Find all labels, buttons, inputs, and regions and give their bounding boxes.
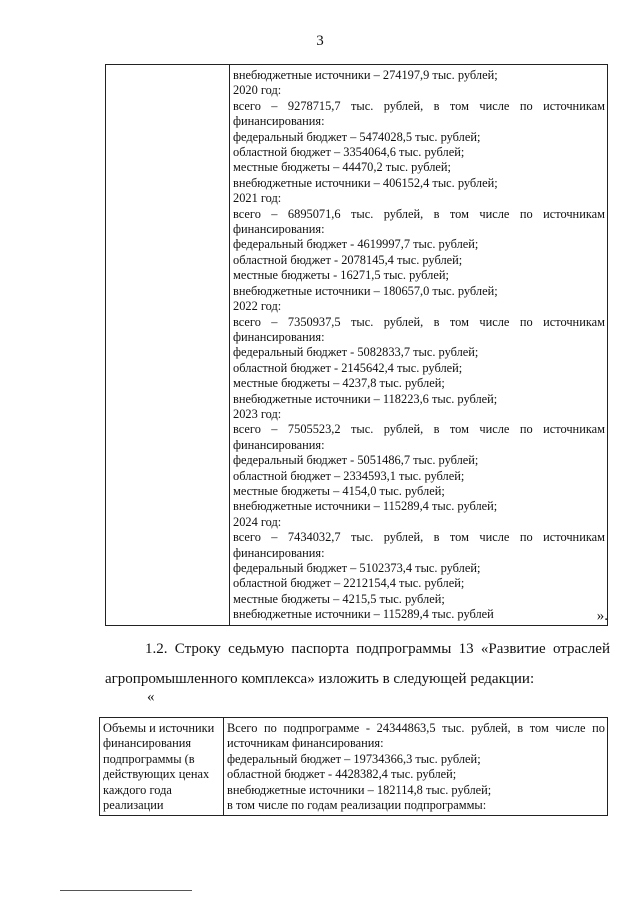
- row-header-line: подпрограммы (в: [103, 751, 195, 766]
- funding-summary-table: [99, 717, 608, 816]
- funding-line: внебюджетные источники – 182114,8 тыс. рублей;: [227, 782, 492, 797]
- funding-line: федеральный бюджет – 5474028,5 тыс. рублей;: [233, 129, 481, 144]
- table-cell-empty: [106, 65, 230, 626]
- table-row: [100, 718, 608, 816]
- funding-line: местные бюджеты – 4154,0 тыс. рублей;: [233, 483, 445, 498]
- funding-line: всего – 7505523,2 тыс. рублей, в том числе по источникам: [233, 422, 605, 437]
- funding-line: федеральный бюджет - 4619997,7 тыс. рублей;: [233, 237, 479, 252]
- funding-line: всего – 7350937,5 тыс. рублей, в том числе по источникам: [233, 314, 605, 329]
- funding-line: источникам финансирования:: [227, 736, 384, 751]
- row-header-line: действующих ценах: [103, 767, 210, 782]
- funding-line: 2023 год:: [233, 406, 282, 421]
- funding-line: финансирования:: [233, 222, 325, 237]
- amendment-paragraph: [105, 636, 610, 692]
- funding-summary-cell: [224, 718, 608, 816]
- funding-line: федеральный бюджет - 5082833,7 тыс. рублей;: [233, 345, 479, 360]
- table-row: [106, 65, 608, 626]
- funding-line: финансирования:: [233, 545, 325, 560]
- funding-line: местные бюджеты - 16271,5 тыс. рублей;: [233, 268, 449, 283]
- funding-line: в том числе по годам реализации подпрограммы:: [227, 798, 487, 813]
- funding-line: внебюджетные источники – 406152,4 тыс. рублей;: [233, 175, 498, 190]
- funding-line: федеральный бюджет – 5102373,4 тыс. рублей;: [233, 561, 481, 575]
- funding-line: всего – 7434032,7 тыс. рублей, в том числе по источникам: [233, 530, 605, 545]
- funding-details-cell: [230, 65, 608, 626]
- closing-quote: ».: [596, 608, 608, 624]
- funding-line: областной бюджет – 3354064,6 тыс. рублей;: [233, 145, 465, 160]
- paragraph-line: 1.2. Строку седьмую паспорта подпрограммы 13 «Развитие отраслей: [145, 641, 610, 657]
- funding-line: внебюджетные источники – 118223,6 тыс. рублей;: [233, 391, 498, 406]
- funding-line: местные бюджеты – 4237,8 тыс. рублей;: [233, 376, 445, 391]
- row-header-line: финансирования: [103, 736, 192, 751]
- funding-line: внебюджетные источники – 115289,4 тыс. рублей;: [233, 499, 498, 514]
- funding-line: областной бюджет - 2145642,4 тыс. рублей;: [233, 360, 463, 375]
- funding-line: местные бюджеты – 44470,2 тыс. рублей;: [233, 160, 451, 175]
- funding-line: 2020 год:: [233, 83, 282, 98]
- funding-line: внебюджетные источники – 115289,4 тыс. рублей: [233, 607, 494, 622]
- funding-line: всего – 9278715,7 тыс. рублей, в том числе по источникам: [233, 98, 605, 113]
- funding-line: Всего по подпрограмме - 24344863,5 тыс. рублей, в том числе по: [227, 721, 605, 735]
- funding-line: внебюджетные источники – 180657,0 тыс. рублей;: [233, 283, 498, 298]
- row-header-line: реализации: [103, 798, 164, 813]
- footnote-divider: [60, 890, 192, 891]
- funding-line: областной бюджет – 2212154,4 тыс. рублей;: [233, 576, 465, 591]
- funding-line: финансирования:: [233, 437, 325, 452]
- funding-line: финансирования:: [233, 114, 325, 129]
- funding-line: областной бюджет - 2078145,4 тыс. рублей;: [233, 252, 463, 267]
- row-header-line: Объемы и источники: [103, 721, 215, 735]
- funding-line: 2021 год:: [233, 191, 282, 206]
- funding-line: 2022 год:: [233, 299, 282, 314]
- funding-line: финансирования:: [233, 329, 325, 344]
- funding-line: внебюджетные источники – 274197,9 тыс. рублей;: [233, 68, 498, 82]
- funding-line: местные бюджеты – 4215,5 тыс. рублей;: [233, 591, 445, 606]
- funding-line: областной бюджет – 2334593,1 тыс. рублей;: [233, 468, 465, 483]
- page-number: 3: [316, 33, 324, 49]
- funding-line: всего – 6895071,6 тыс. рублей, в том числе по источникам: [233, 206, 605, 221]
- funding-line: 2024 год:: [233, 514, 282, 529]
- funding-line: областной бюджет - 4428382,4 тыс. рублей;: [227, 767, 457, 782]
- row-header-cell: [100, 718, 224, 816]
- funding-table-continued: [105, 64, 608, 626]
- funding-line: федеральный бюджет – 19734366,3 тыс. рублей;: [227, 751, 481, 766]
- funding-line: федеральный бюджет - 5051486,7 тыс. рублей;: [233, 453, 479, 468]
- paragraph-line: агропромышленного комплекса» изложить в следующей редакции:: [105, 671, 535, 687]
- row-header-line: каждого года: [103, 782, 172, 797]
- opening-quote: «: [147, 689, 155, 705]
